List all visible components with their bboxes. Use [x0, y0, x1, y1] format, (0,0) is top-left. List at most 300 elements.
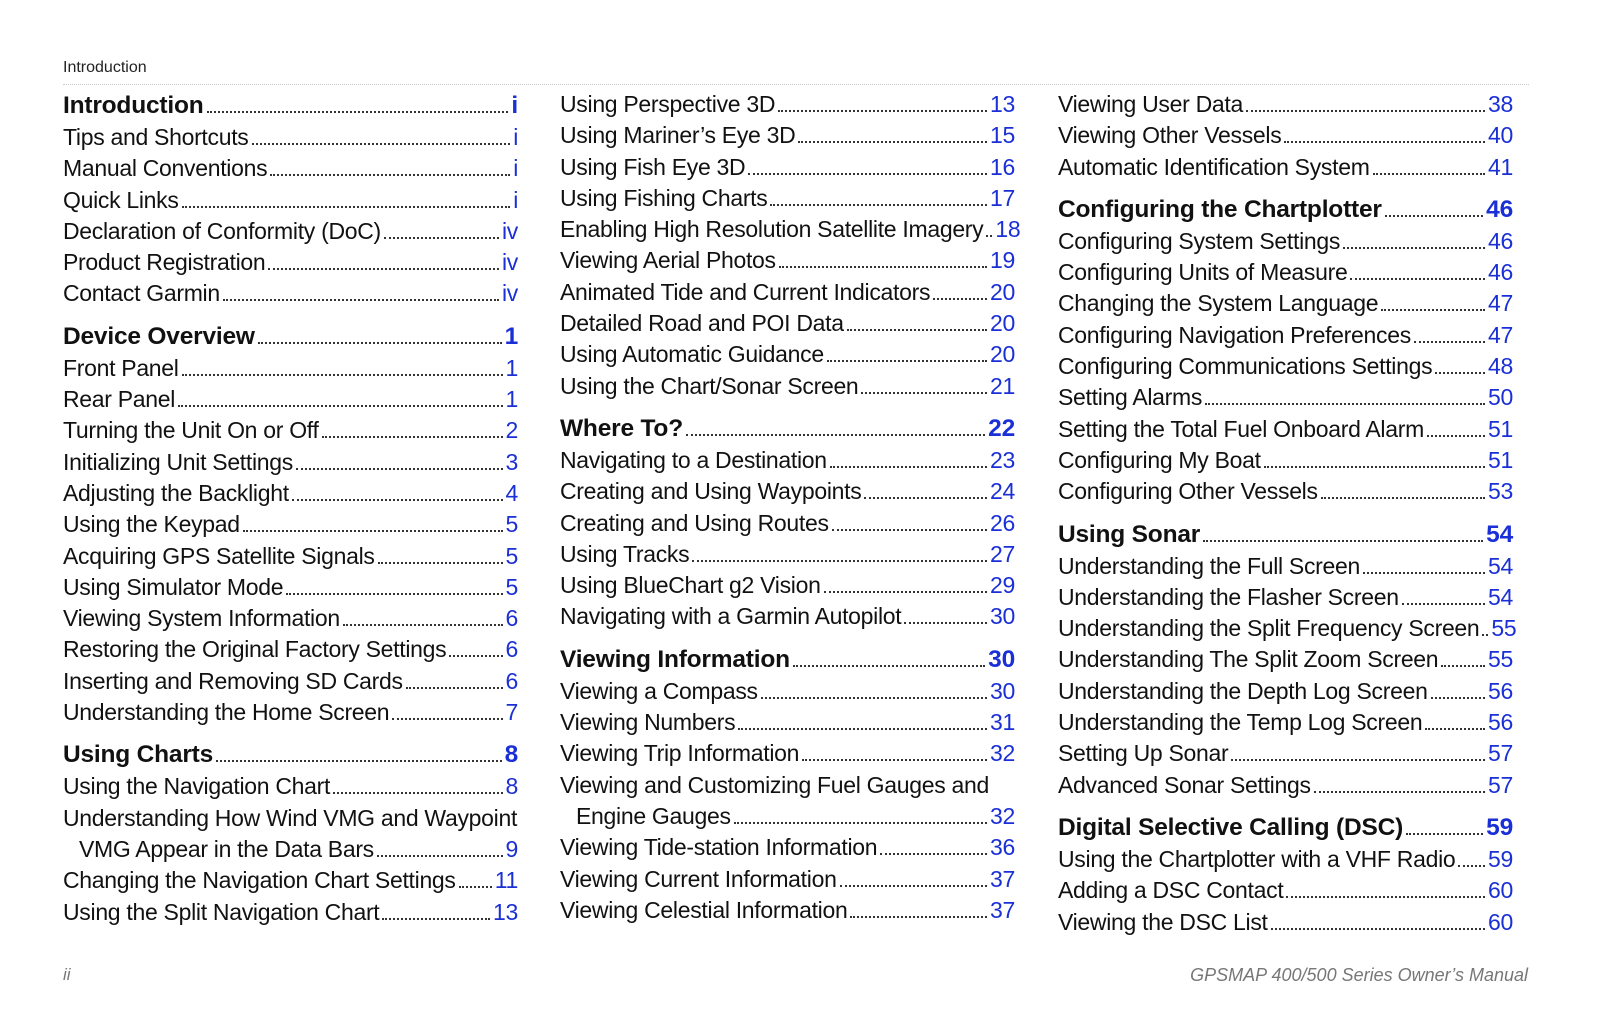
dot-leader [1203, 540, 1483, 542]
page-link[interactable]: 59 [1488, 845, 1513, 872]
page-link[interactable]: 22 [988, 414, 1015, 442]
toc-entry[interactable] [560, 801, 1015, 832]
dot-leader [824, 591, 987, 593]
toc-entry-title: Setting Up Sonar [1058, 740, 1229, 767]
toc-entry-title: Contact Garmin [63, 280, 220, 307]
toc-entry[interactable] [1058, 676, 1513, 707]
toc-entry[interactable] [63, 771, 518, 802]
page-link[interactable]: 20 [990, 341, 1015, 368]
page-link[interactable]: 6 [505, 605, 518, 632]
toc-entry-title: Using Perspective 3D [560, 91, 776, 117]
dot-leader [1363, 572, 1485, 574]
toc-entry[interactable] [560, 539, 1015, 570]
toc-entry-title: Where To? [560, 414, 683, 442]
dot-leader [286, 593, 502, 595]
dot-leader [1458, 865, 1485, 867]
toc-entry-title: Introduction [63, 92, 204, 119]
toc-entry-title: Understanding the Home Screen [63, 699, 390, 726]
dot-leader [382, 918, 490, 920]
toc-entry-title: Using the Chartplotter with a VHF Radio [1058, 845, 1456, 872]
page-link[interactable]: 50 [1488, 384, 1513, 411]
dot-leader [292, 499, 503, 501]
page-link[interactable]: 13 [493, 898, 518, 925]
toc-section-heading[interactable] [63, 738, 518, 771]
page-link[interactable]: 26 [990, 509, 1015, 536]
dot-leader [748, 173, 987, 175]
dot-leader [343, 624, 503, 626]
toc-entry[interactable] [560, 570, 1015, 601]
header-rule [63, 84, 1529, 85]
dot-leader [1264, 466, 1485, 468]
toc-entry-title: Viewing Trip Information [560, 740, 800, 767]
toc-entry[interactable] [1058, 844, 1513, 875]
toc-entry[interactable] [63, 865, 518, 896]
page-link[interactable]: 47 [1488, 290, 1513, 317]
toc-entry[interactable] [560, 308, 1015, 339]
toc-entry-title: Product Registration [63, 249, 266, 276]
toc-entry[interactable] [560, 120, 1015, 151]
page-link[interactable]: 59 [1486, 813, 1513, 841]
toc-entry-title: Viewing Other Vessels [1058, 122, 1282, 149]
page-link[interactable]: 57 [1488, 740, 1513, 767]
dot-leader [770, 204, 987, 206]
dot-leader [830, 466, 987, 468]
toc-entry-title: Changing the Navigation Chart Settings [63, 867, 456, 894]
toc-entry-title: Tips and Shortcuts [63, 124, 249, 150]
page-link[interactable]: 27 [990, 540, 1015, 567]
page-link[interactable]: 23 [990, 446, 1015, 473]
dot-leader [392, 718, 502, 720]
toc-entry[interactable] [1058, 770, 1513, 801]
toc-entry[interactable] [560, 476, 1015, 507]
page-link[interactable]: 19 [990, 247, 1015, 274]
toc-entry-title: Understanding the Full Screen [1058, 552, 1360, 579]
toc-entry-title: Changing the System Language [1058, 290, 1379, 317]
toc-entry[interactable] [560, 601, 1015, 632]
toc-section-heading[interactable] [1058, 518, 1513, 551]
dot-leader [850, 916, 987, 918]
toc-entry[interactable] [560, 707, 1015, 738]
toc-entry-title: Rear Panel [63, 386, 176, 413]
toc-entry[interactable] [63, 353, 518, 384]
page-link[interactable]: 3 [505, 448, 518, 475]
page-number: ii [63, 965, 71, 984]
toc-entry[interactable] [1058, 875, 1513, 906]
dot-leader [252, 143, 511, 145]
dot-leader [216, 760, 501, 762]
toc-entry-title: Configuring Navigation Preferences [1058, 321, 1411, 348]
dot-leader [378, 562, 503, 564]
dot-leader [258, 342, 502, 344]
page-link[interactable]: 6 [505, 667, 518, 694]
page-link[interactable]: i [513, 124, 518, 150]
page-link[interactable]: 53 [1488, 478, 1513, 505]
toc-entry[interactable] [63, 666, 518, 697]
toc-entry[interactable] [1058, 738, 1513, 769]
toc-entry[interactable] [560, 371, 1015, 402]
toc-entry[interactable] [1058, 613, 1517, 644]
toc-section-heading[interactable] [63, 320, 518, 353]
dot-leader [986, 235, 992, 237]
page-link[interactable]: 32 [990, 802, 1015, 829]
toc-entry[interactable] [63, 478, 518, 509]
toc-entry-title: Viewing Celestial Information [560, 896, 848, 923]
dot-leader [1271, 928, 1485, 930]
dot-leader [738, 728, 987, 730]
dot-leader [1343, 247, 1485, 249]
page-link[interactable]: 48 [1488, 353, 1513, 380]
page-link[interactable]: iv [501, 249, 518, 276]
toc-entry-title: Using the Navigation Chart [63, 773, 331, 800]
toc-entry[interactable] [560, 445, 1015, 476]
dot-leader [1321, 497, 1485, 499]
dot-leader [268, 268, 499, 270]
toc-entry[interactable] [63, 603, 518, 634]
page-link[interactable]: 13 [990, 91, 1015, 117]
toc-entry[interactable] [560, 864, 1015, 895]
toc-entry-title: Restoring the Original Factory Settings [63, 636, 447, 663]
page-link[interactable]: 40 [1488, 122, 1513, 149]
page-link[interactable]: 30 [990, 603, 1015, 630]
page-link[interactable]: 41 [1488, 153, 1513, 180]
toc-entry[interactable] [63, 247, 518, 278]
dot-leader [178, 405, 502, 407]
page-link[interactable]: 57 [1488, 771, 1513, 798]
toc-entry-title: Configuring My Boat [1058, 446, 1261, 473]
toc-entry-title: Using the Keypad [63, 511, 240, 538]
toc-entry[interactable] [560, 676, 1015, 707]
dot-leader [686, 434, 985, 436]
page-link[interactable]: 51 [1488, 446, 1513, 473]
dot-leader [1425, 728, 1485, 730]
toc-entry-title: Understanding The Split Zoom Screen [1058, 646, 1439, 673]
toc-section-heading[interactable] [560, 412, 1015, 445]
toc-entry[interactable] [1058, 89, 1513, 120]
toc-entry-title: Animated Tide and Current Indicators [560, 278, 931, 305]
toc-entry-title: Using Sonar [1058, 520, 1201, 548]
dot-leader [406, 687, 503, 689]
toc-entry-title: Configuring System Settings [1058, 227, 1341, 254]
page-link[interactable]: 54 [1488, 552, 1513, 579]
toc-entry-title: Using the Chart/Sonar Screen [560, 372, 859, 399]
toc-entry[interactable] [1058, 445, 1513, 476]
dot-leader [880, 853, 987, 855]
page-link[interactable]: 56 [1488, 677, 1513, 704]
dot-leader [1406, 833, 1483, 835]
toc-entry-title: Adjusting the Backlight [63, 479, 289, 506]
page-link[interactable]: 9 [505, 835, 518, 862]
dot-leader [779, 266, 987, 268]
page-link[interactable]: 8 [505, 773, 518, 800]
page-link[interactable]: 37 [990, 896, 1015, 923]
page-link[interactable]: 24 [990, 478, 1015, 505]
toc-entry-title: Using Fishing Charts [560, 184, 768, 211]
dot-leader [223, 299, 499, 301]
page-link[interactable]: iv [501, 217, 518, 244]
toc-entry[interactable] [560, 277, 1015, 308]
toc-entry-title: Inserting and Removing SD Cards [63, 667, 403, 694]
toc-entry-title: Creating and Using Routes [560, 509, 829, 536]
dot-leader [1381, 309, 1485, 311]
dot-leader [1441, 665, 1485, 667]
page-link[interactable]: 46 [1488, 227, 1513, 254]
toc-entry-title: Adding a DSC Contact [1058, 877, 1284, 904]
toc-entry-title: Turning the Unit On or Off [63, 417, 319, 444]
dot-leader [1350, 278, 1485, 280]
page-link[interactable]: i [511, 92, 518, 119]
page-link[interactable]: 20 [990, 310, 1015, 337]
page-link[interactable]: 55 [1488, 646, 1513, 673]
dot-leader [207, 111, 509, 113]
toc-entry[interactable] [1058, 351, 1513, 382]
toc-entry-title: Device Overview [63, 322, 255, 350]
dot-leader [1205, 403, 1485, 405]
toc-entry[interactable] [560, 183, 1015, 214]
toc-entry[interactable] [1058, 551, 1513, 582]
toc-entry-title: Initializing Unit Settings [63, 448, 293, 475]
toc-entry[interactable] [63, 541, 518, 572]
toc-entry-title: Setting Alarms [1058, 384, 1203, 411]
running-header: Introduction [63, 59, 147, 76]
toc-entry-title: Configuring Communications Settings [1058, 353, 1433, 380]
page-link[interactable]: 18 [995, 216, 1021, 243]
toc-entry-title: Declaration of Conformity (DoC) [63, 217, 381, 244]
toc-entry[interactable] [1058, 582, 1513, 613]
dot-leader [1284, 141, 1485, 143]
page-link[interactable]: 31 [990, 709, 1015, 736]
toc-entry[interactable] [560, 245, 1015, 276]
page-link[interactable]: 1 [504, 322, 518, 350]
page-link[interactable]: 37 [990, 865, 1015, 892]
toc-column-1 [63, 89, 518, 928]
toc-entry-title: Understanding the Temp Log Screen [1058, 709, 1423, 736]
toc-entry[interactable] [1058, 382, 1513, 413]
dot-leader [761, 697, 987, 699]
page-link[interactable]: 7 [505, 699, 518, 726]
toc-entry[interactable] [1058, 707, 1513, 738]
page-link[interactable]: 46 [1488, 259, 1513, 286]
page-link[interactable]: 54 [1486, 520, 1513, 548]
toc-entry-title: Using Charts [63, 741, 214, 769]
dot-leader [827, 360, 987, 362]
page-link[interactable]: 60 [1488, 908, 1513, 935]
dot-leader [798, 141, 987, 143]
toc-entry-title: Engine Gauges [576, 802, 731, 829]
toc-entry-title: Using Simulator Mode [63, 573, 284, 600]
toc-entry-title: Understanding the Depth Log Screen [1058, 677, 1428, 704]
toc-entry-title: Manual Conventions [63, 155, 268, 182]
toc-entry-title: Navigating with a Garmin Autopilot [560, 603, 902, 630]
toc-entry[interactable] [1058, 644, 1513, 675]
toc-entry[interactable] [1058, 288, 1513, 319]
toc-section-heading[interactable] [1058, 811, 1513, 844]
toc-entry-title: Using the Split Navigation Chart [63, 898, 380, 925]
page-link[interactable]: 4 [505, 479, 518, 506]
toc-entry-title: Configuring the Chartplotter [1058, 195, 1382, 223]
toc-entry[interactable] [560, 832, 1015, 863]
toc-entry[interactable] [63, 634, 518, 665]
toc-entry-title: Using BlueChart g2 Vision [560, 572, 821, 599]
dot-leader [1427, 435, 1485, 437]
toc-entry[interactable] [560, 152, 1015, 183]
page-link[interactable]: 5 [505, 573, 518, 600]
dot-leader [1431, 697, 1485, 699]
page-link[interactable]: 2 [505, 417, 518, 444]
dot-leader [243, 530, 503, 532]
dot-leader [793, 665, 985, 667]
toc-entry[interactable] [560, 895, 1015, 926]
toc-entry[interactable] [1058, 320, 1513, 351]
page-link[interactable]: 6 [505, 636, 518, 663]
toc-entry[interactable] [63, 153, 518, 184]
page-link[interactable]: 55 [1491, 615, 1517, 642]
toc-entry-title: Creating and Using Waypoints [560, 478, 862, 505]
dot-leader [864, 497, 987, 499]
manual-title: GPSMAP 400/500 Series Owner’s Manual [1190, 965, 1528, 985]
toc-entry[interactable] [63, 185, 518, 216]
toc-entry-title: Using Mariner’s Eye 3D [560, 122, 796, 149]
toc-entry[interactable] [1058, 414, 1513, 445]
page-link[interactable]: 36 [990, 834, 1015, 861]
toc-entry-title: Front Panel [63, 354, 179, 381]
toc-section-heading[interactable] [1058, 193, 1513, 226]
toc-column-3 [1058, 89, 1517, 938]
toc-entry-title: Configuring Units of Measure [1058, 259, 1348, 286]
toc-entry[interactable] [63, 509, 518, 540]
toc-entry[interactable] [63, 897, 518, 928]
toc-entry-title: Detailed Road and POI Data [560, 310, 844, 337]
toc-entry-title: Viewing User Data [1058, 91, 1243, 117]
dot-leader [377, 855, 503, 857]
page-link[interactable]: 54 [1488, 583, 1513, 610]
page-link[interactable]: 15 [990, 122, 1015, 149]
toc-entry[interactable] [1058, 907, 1513, 938]
dot-leader [1482, 634, 1488, 636]
page-link[interactable]: 29 [990, 572, 1015, 599]
dot-leader [333, 792, 502, 794]
dot-leader [182, 374, 503, 376]
dot-leader [832, 529, 987, 531]
toc-entry[interactable] [63, 384, 518, 415]
page-link[interactable]: 20 [990, 278, 1015, 305]
page-link[interactable]: 30 [988, 645, 1015, 673]
toc-entry[interactable] [63, 834, 518, 865]
toc-section-heading[interactable] [560, 643, 1015, 676]
toc-entry[interactable] [1058, 152, 1513, 183]
toc-entry[interactable] [560, 214, 1021, 245]
page-link[interactable]: 60 [1488, 877, 1513, 904]
toc-entry-title: Understanding the Flasher Screen [1058, 583, 1399, 610]
toc-entry[interactable] [560, 339, 1015, 370]
toc-entry[interactable] [63, 216, 518, 247]
toc-entry-title: Automatic Identification System [1058, 153, 1370, 180]
dot-leader [1286, 896, 1485, 898]
toc-entry[interactable] [63, 278, 518, 309]
toc-entry[interactable] [63, 447, 518, 478]
dot-leader [1402, 603, 1485, 605]
toc-entry-title: Viewing the DSC List [1058, 908, 1268, 935]
dot-leader [904, 622, 987, 624]
page-link[interactable]: 17 [990, 184, 1015, 211]
dot-leader [384, 237, 499, 239]
toc-entry[interactable] [1058, 476, 1513, 507]
toc-entry[interactable] [63, 415, 518, 446]
toc-entry-title: Using Fish Eye 3D [560, 153, 746, 180]
toc-entry[interactable] [63, 572, 518, 603]
page-link[interactable]: 38 [1488, 91, 1513, 117]
dot-leader [1373, 173, 1485, 175]
page-link[interactable]: 5 [505, 511, 518, 538]
toc-entry-title: Viewing Current Information [560, 865, 837, 892]
dot-leader [840, 885, 987, 887]
page-link[interactable]: 1 [505, 386, 518, 413]
dot-leader [933, 298, 987, 300]
toc-entry-text[interactable]: Viewing and Customizing Fuel Gauges and [560, 771, 989, 798]
toc-entry[interactable] [560, 738, 1015, 769]
page-link[interactable]: iv [501, 280, 518, 307]
toc-section-heading[interactable] [63, 89, 518, 122]
toc-entry-title: Using Automatic Guidance [560, 341, 824, 368]
toc-entry[interactable] [560, 508, 1015, 539]
page-link[interactable]: i [513, 186, 518, 213]
toc-entry-title: VMG Appear in the Data Bars [79, 835, 374, 862]
dot-leader [1246, 110, 1485, 112]
dot-leader [861, 392, 987, 394]
page-link[interactable]: 47 [1488, 321, 1513, 348]
toc-entry-title: Acquiring GPS Satellite Signals [63, 542, 375, 569]
dot-leader [322, 436, 503, 438]
page-link[interactable]: 46 [1486, 195, 1513, 223]
toc-entry[interactable] [63, 697, 518, 728]
toc-entry[interactable] [560, 89, 1015, 120]
dot-leader [778, 110, 987, 112]
page-link[interactable]: 30 [990, 677, 1015, 704]
toc-entry-title: Configuring Other Vessels [1058, 478, 1318, 505]
dot-leader [692, 560, 987, 562]
dot-leader [734, 822, 987, 824]
toc-entry[interactable] [1058, 226, 1513, 257]
page-link[interactable]: 5 [505, 542, 518, 569]
page-link[interactable]: 1 [505, 354, 518, 381]
toc-entry[interactable] [1058, 257, 1513, 288]
dot-leader [296, 468, 503, 470]
page-link[interactable]: 21 [990, 372, 1015, 399]
toc-entry-text[interactable]: Understanding How Wind VMG and Waypoint [63, 804, 518, 831]
toc-entry-title: Understanding the Split Frequency Screen [1058, 615, 1480, 642]
toc-entry-title: Viewing a Compass [560, 677, 758, 704]
toc-entry-title: Viewing Tide-station Information [560, 834, 878, 861]
page-link[interactable]: 51 [1488, 415, 1513, 442]
toc-entry-title: Setting the Total Fuel Onboard Alarm [1058, 415, 1424, 442]
toc-entry-title: Viewing Numbers [560, 709, 736, 736]
toc-entry-title: Digital Selective Calling (DSC) [1058, 813, 1404, 841]
toc-entry-title: Enabling High Resolution Satellite Imagery [560, 216, 984, 243]
toc-column-2 [560, 89, 1021, 926]
toc-entry[interactable] [1058, 120, 1513, 151]
page-link[interactable]: 8 [504, 741, 518, 769]
page-link[interactable]: 32 [990, 740, 1015, 767]
page-link[interactable]: i [513, 155, 518, 182]
toc-entry-title: Viewing Information [560, 645, 790, 673]
dot-leader [1435, 372, 1485, 374]
page-link[interactable]: 56 [1488, 709, 1513, 736]
page-link[interactable]: 11 [494, 867, 518, 894]
toc-entry[interactable] [63, 122, 518, 153]
page-link[interactable]: 16 [990, 153, 1015, 180]
dot-leader [1385, 215, 1483, 217]
dot-leader [449, 655, 502, 657]
dot-leader [1414, 341, 1485, 343]
